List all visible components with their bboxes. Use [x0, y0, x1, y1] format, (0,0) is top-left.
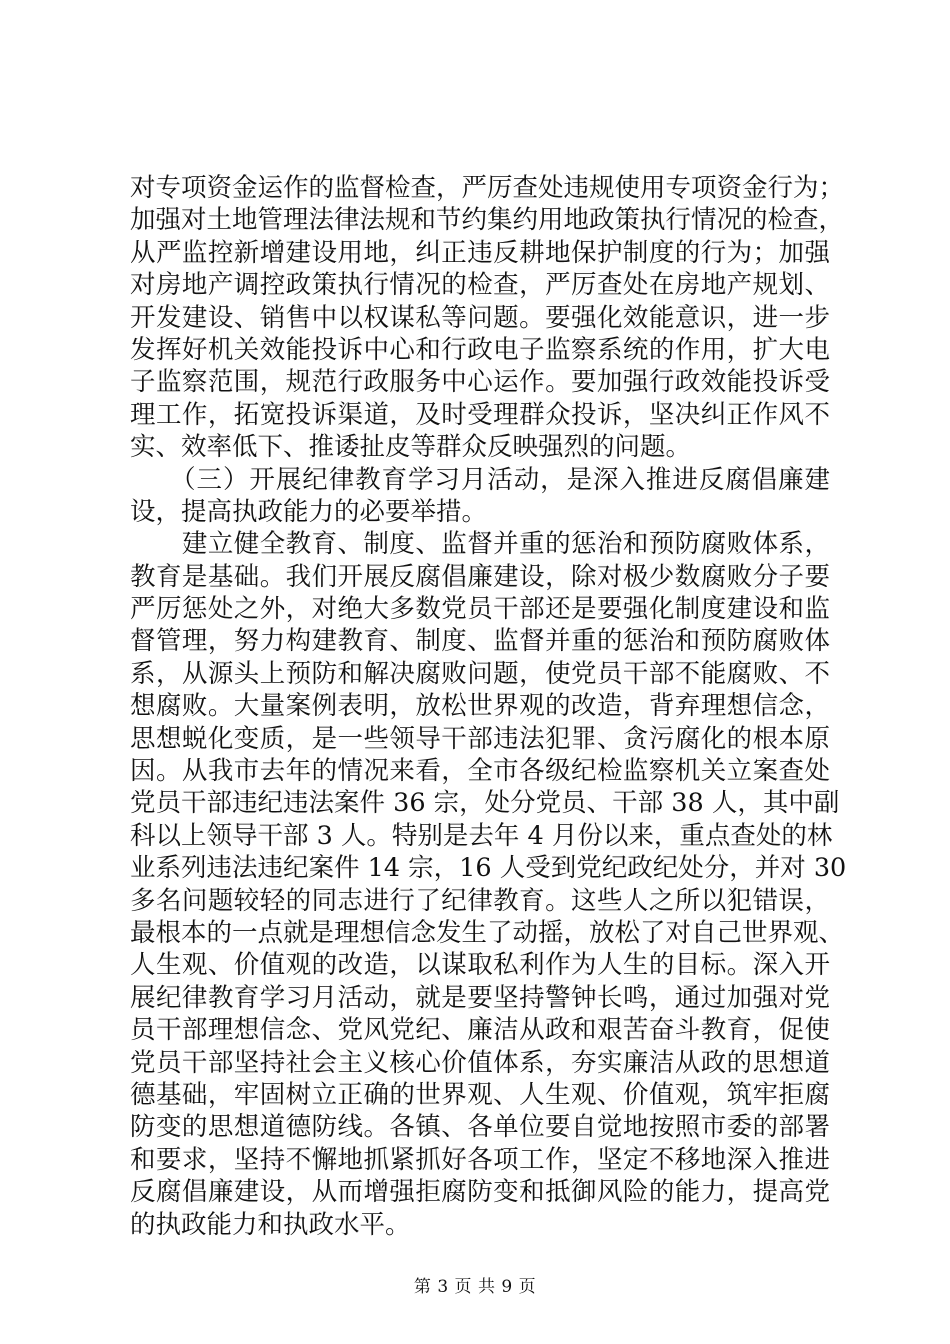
text-line: 从严监控新增建设用地，纠正违反耕地保护制度的行为；加强: [130, 237, 830, 268]
text-line: 理工作，拓宽投诉渠道，及时受理群众投诉，坚决纠正作风不: [130, 399, 830, 430]
text-line: 党员干部违纪违法案件 36 宗，处分党员、干部 38 人，其中副: [130, 788, 840, 819]
text-line: 开发建设、销售中以权谋私等问题。要强化效能意识，进一步: [130, 302, 830, 333]
text-line: 展纪律教育学习月活动，就是要坚持警钟长鸣，通过加强对党: [130, 982, 830, 1013]
text-line: 党员干部坚持社会主义核心价值体系，夯实廉洁从政的思想道: [130, 1047, 830, 1078]
text-line: 和要求，坚持不懈地抓紧抓好各项工作，坚定不移地深入推进: [130, 1144, 830, 1175]
text-line: 督管理，努力构建教育、制度、监督并重的惩治和预防腐败体: [130, 626, 830, 657]
text-line: 设，提高执政能力的必要举措。: [130, 496, 488, 527]
page-footer: 第 3 页 共 9 页: [413, 1277, 537, 1297]
text-line: 人生观、价值观的改造，以谋取私利作为人生的目标。深入开: [130, 950, 830, 981]
text-line: 实、效率低下、推诿扯皮等群众反映强烈的问题。: [130, 432, 692, 463]
text-line: 系，从源头上预防和解决腐败问题，使党员干部不能腐败、不: [130, 658, 830, 689]
text-line: 业系列违法违纪案件 14 宗，16 人受到党纪政纪处分，并对 30: [130, 853, 847, 884]
text-line: 加强对土地管理法律法规和节约集约用地政策执行情况的检查，: [130, 205, 845, 236]
text-line: 德基础，牢固树立正确的世界观、人生观、价值观，筑牢拒腐: [130, 1079, 830, 1110]
text-line: 想腐败。大量案例表明，放松世界观的改造，背弃理想信念，: [130, 691, 830, 722]
text-line: 科以上领导干部 3 人。特别是去年 4 月份以来，重点查处的林: [130, 820, 833, 851]
text-line: 严厉惩处之外，对绝大多数党员干部还是要强化制度建设和监: [130, 594, 830, 625]
text-line: 最根本的一点就是理想信念发生了动摇，放松了对自己世界观、: [130, 917, 845, 948]
text-line: 思想蜕化变质，是一些领导干部违法犯罪、贪污腐化的根本原: [130, 723, 830, 754]
text-line: 因。从我市去年的情况来看，全市各级纪检监察机关立案查处: [130, 756, 830, 787]
text-line: （三）开展纪律教育学习月活动，是深入推进反腐倡廉建: [130, 464, 830, 495]
text-line: 子监察范围，规范行政服务中心运作。要加强行政效能投诉受: [130, 367, 830, 398]
text-line: 反腐倡廉建设，从而增强拒腐防变和抵御风险的能力，提高党: [130, 1177, 830, 1208]
text-line: 防变的思想道德防线。各镇、各单位要自觉地按照市委的部署: [130, 1112, 830, 1143]
text-line: 员干部理想信念、党风党纪、廉洁从政和艰苦奋斗教育，促使: [130, 1015, 830, 1046]
text-line: 对专项资金运作的监督检查，严厉查处违规使用专项资金行为；: [130, 173, 845, 203]
body-text: [130, 172, 847, 1241]
text-line: 教育是基础。我们开展反腐倡廉建设，除对极少数腐败分子要: [130, 561, 830, 592]
text-line: 多名问题较轻的同志进行了纪律教育。这些人之所以犯错误，: [130, 885, 830, 916]
text-line: 建立健全教育、制度、监督并重的惩治和预防腐败体系，: [130, 529, 830, 560]
text-line: 对房地产调控政策执行情况的检查，严厉查处在房地产规划、: [130, 270, 830, 301]
text-line: 的执政能力和执政水平。: [130, 1209, 411, 1240]
text-line: 发挥好机关效能投诉中心和行政电子监察系统的作用，扩大电: [130, 334, 830, 365]
